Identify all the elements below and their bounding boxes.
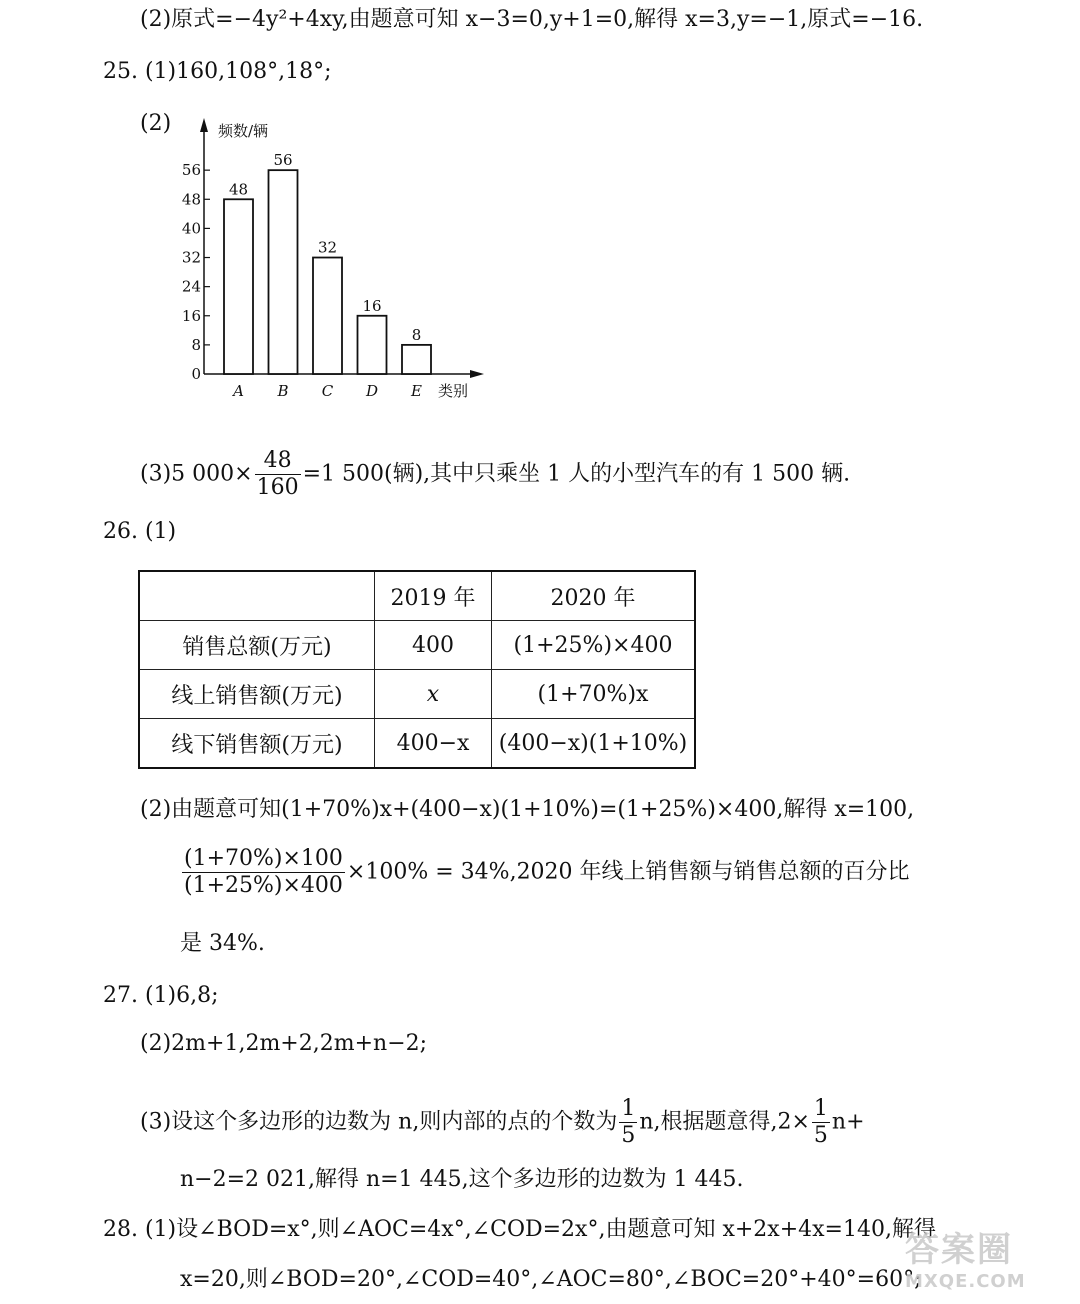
q27-part3-end: n+ — [831, 1109, 865, 1135]
bar-value-label: 48 — [228, 180, 249, 199]
q28-part1-line2: x=20,则∠BOD=20°,∠COD=40°,∠AOC=80°,∠BOC=20°+40°=60°; — [180, 1267, 922, 1292]
q28-part1-line1: 28. (1)设∠BOD=x°,则∠AOC=4x°,∠COD=2x°,由题意可知 x+2x+4x=140,解得 — [103, 1217, 936, 1242]
q27-part1-text: 27. (1)6,8; — [103, 983, 219, 1008]
x-tick-label: E — [411, 382, 422, 400]
table-cell: x — [375, 670, 492, 719]
q26-part2-fraction — [182, 846, 345, 899]
q27-part3-fraction-2 — [812, 1096, 830, 1149]
q27-part3-denominator-2: 5 — [813, 1123, 828, 1148]
frequency-bar-chart — [180, 112, 500, 412]
table-header-cell: 2019 年 — [375, 571, 492, 621]
table-cell: (1+70%)x — [492, 670, 696, 719]
table-row — [139, 621, 695, 670]
y-axis-label: 频数/辆 — [218, 122, 269, 140]
q25-part3-prefix: (3)5 000× — [140, 461, 253, 487]
bar — [358, 316, 387, 374]
q27-part3-fraction — [619, 1096, 637, 1149]
q27-part3-mid: n,根据题意得,2× — [639, 1109, 810, 1135]
bar — [269, 170, 298, 374]
q26-part1-text: 26. (1) — [103, 519, 177, 544]
q27-part2-text: (2)2m+1,2m+2,2m+n−2; — [140, 1031, 428, 1056]
q26-part2-line3: 是 34%. — [180, 931, 265, 956]
q26-part2-denominator: (1+25%)×400 — [184, 873, 343, 898]
x-axis-label: 类别 — [438, 382, 469, 400]
table-cell: 400−x — [375, 719, 492, 769]
q26-part2-line2-suffix: ×100% = 34%,2020 年线上销售额与销售总额的百分比 — [346, 859, 910, 885]
q24-part2-text: (2)原式=−4y²+4xy,由题意可知 x−3=0,y+1=0,解得 x=3,y=−1,原式=−16. — [140, 7, 924, 32]
y-tick-label: 0 — [191, 365, 201, 383]
y-tick-label: 16 — [181, 306, 201, 325]
watermark-top-text: 答案圈 — [905, 1230, 1013, 1270]
table-row — [139, 670, 695, 719]
q27-part3-denominator: 5 — [621, 1123, 636, 1148]
q25-part3 — [140, 448, 850, 501]
q25-part3-numerator: 48 — [255, 448, 301, 475]
watermark-bottom-text: MXQE.COM — [905, 1271, 1026, 1292]
watermark-logo — [905, 1222, 1075, 1302]
table-cell: (1+25%)×400 — [492, 621, 696, 670]
y-tick-label: 24 — [181, 277, 201, 296]
table-header-row — [139, 571, 695, 621]
bar — [313, 258, 342, 374]
q25-part1-text: 25. (1)160,108°,18°; — [103, 59, 332, 84]
q27-part3-line2: n−2=2 021,解得 n=1 445,这个多边形的边数为 1 445. — [180, 1167, 744, 1192]
sales-table — [138, 570, 696, 769]
x-tick-label: B — [277, 382, 289, 400]
q25-part3-denominator: 160 — [256, 475, 299, 500]
bar-value-label: 32 — [317, 238, 338, 257]
q26-part2-line1: (2)由题意可知(1+70%)x+(400−x)(1+10%)=(1+25%)×400,解得 x=100, — [140, 797, 915, 822]
table-header-cell: 2020 年 — [492, 571, 696, 621]
q27-part3-numerator-2: 1 — [813, 1096, 828, 1121]
table-cell: 线下销售额(万元) — [139, 719, 375, 769]
y-tick-label: 40 — [181, 219, 201, 238]
table-cell: 线上销售额(万元) — [139, 670, 375, 719]
table-cell: 400 — [375, 621, 492, 670]
bar — [224, 199, 253, 374]
q27-part3-line1 — [140, 1096, 865, 1149]
y-tick-label: 56 — [181, 161, 201, 180]
bar — [402, 345, 431, 374]
y-tick-label: 32 — [181, 248, 201, 267]
x-tick-label: D — [365, 382, 379, 400]
q25-part2-label: (2) — [140, 111, 172, 136]
bar-value-label: 16 — [362, 296, 382, 315]
q25-part3-fraction — [255, 448, 301, 501]
y-tick-label: 8 — [191, 335, 201, 354]
table-cell: (400−x)(1+10%) — [492, 719, 696, 769]
x-tick-label: C — [321, 382, 334, 400]
q26-part2-line2 — [180, 846, 910, 899]
x-axis-arrow-icon — [470, 370, 484, 378]
q25-part3-suffix: =1 500(辆),其中只乘坐 1 人的小型汽车的有 1 500 辆. — [302, 461, 851, 487]
q26-part2-numerator: (1+70%)×100 — [184, 846, 343, 871]
q27-part3-numerator: 1 — [621, 1096, 636, 1121]
x-tick-label: A — [233, 382, 244, 400]
q27-part3-prefix: (3)设这个多边形的边数为 n,则内部的点的个数为 — [140, 1109, 618, 1135]
y-tick-label: 48 — [181, 190, 201, 209]
table-header-cell — [139, 571, 375, 621]
y-axis-arrow-icon — [200, 118, 208, 132]
table-row — [139, 719, 695, 769]
bar-value-label: 8 — [411, 325, 422, 344]
table-cell: 销售总额(万元) — [139, 621, 375, 670]
bar-value-label: 56 — [273, 151, 293, 170]
